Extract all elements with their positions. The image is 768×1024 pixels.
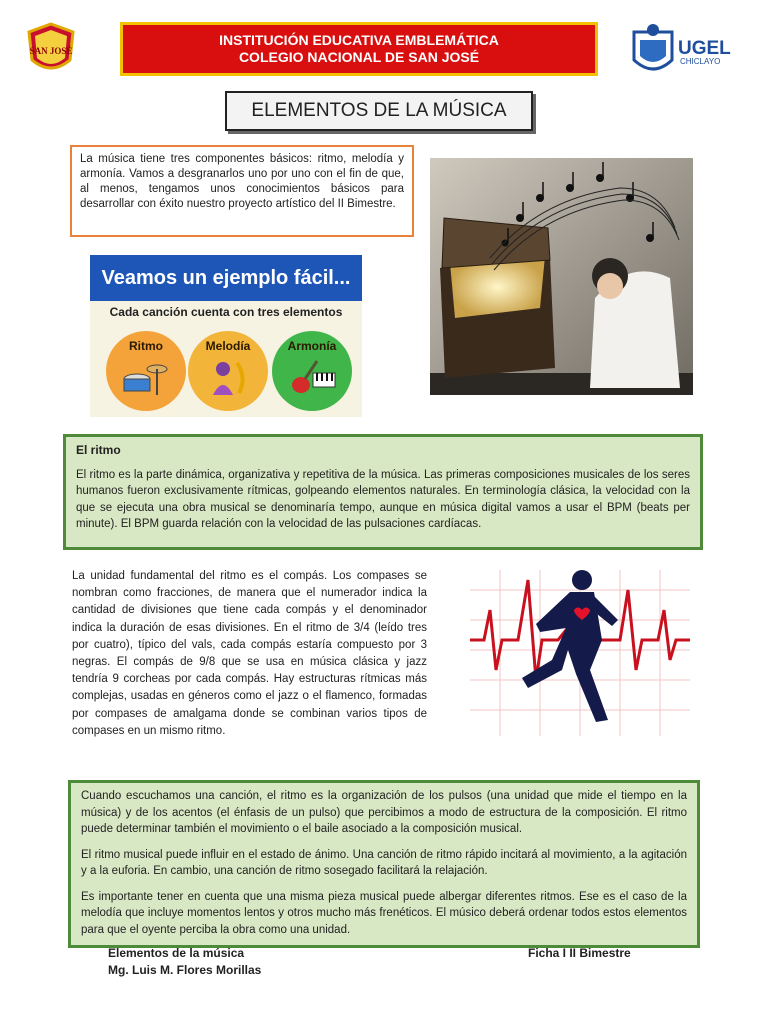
footer-author: Mg. Luis M. Flores Morillas: [108, 963, 262, 977]
guitar-keyboard-icon: [287, 357, 337, 397]
svg-text:CHICLAYO: CHICLAYO: [680, 57, 721, 66]
compas-paragraph: La unidad fundamental del ritmo es el compás. Los compases se nombran como fracciones, de manera que el numerador indica la cantidad de divisiones que tiene cada compás y el denominador indica la duración de esas divisiones. En el ritmo de 3/4 (leído tres por cuatro), típico del vals, cada compás estaría compuesto por 3 negras. El compás de 9/8 que se usa en música clásica y jazz tendría 9 corcheas por cada compás. Hay estructuras rítmicas más complejas, usadas en géneros como el jazz o el flamenco, formadas por compases de amalgama donde se combinan varios tipos de compases en un mismo ritmo.: [72, 570, 427, 737]
institution-line-2: COLEGIO NACIONAL DE SAN JOSÉ: [238, 49, 480, 65]
institution-header: [120, 22, 598, 76]
svg-text:UGEL: UGEL: [678, 38, 731, 59]
armonia-circle: [272, 331, 352, 411]
example-subheading: Cada canción cuenta con tres elementos: [109, 305, 343, 319]
ritmo-circle: [106, 331, 186, 411]
runner-heartbeat-image: [470, 570, 690, 736]
cuando-paragraph-3: Es importante tener en cuenta que una misma pieza musical puede albergar diferentes ritmos. Ese es el caso de la melodía que incluye momentos lentos y otros mucho más frenéticos. El músico deberá ordenar todos estos elementos para que el oyente perciba la obra como una unidad.: [81, 890, 687, 936]
example-graphic: [90, 255, 362, 417]
svg-text:SAN JOSÉ: SAN JOSÉ: [29, 46, 73, 56]
drum-icon: [121, 357, 171, 397]
cuando-paragraph-2: El ritmo musical puede influir en el estado de ánimo. Una canción de ritmo rápido incitará al movimiento, a la agitación y a la euforia. En cambio, una canción de ritmo sosegado facilitará la relajación.: [81, 848, 687, 877]
footer-document-title: Elementos de la música: [108, 946, 245, 960]
institution-line-1: INSTITUCIÓN EDUCATIVA EMBLEMÁTICA: [219, 32, 499, 48]
ritmo-heading: El ritmo: [76, 443, 121, 457]
intro-text: La música tiene tres componentes básicos: ritmo, melodía y armonía. Vamos a desgranarlos uno por uno con el fin de que, al menos, tengamos unos conocimientos básicos para desarrollar con éxito nuestro proyecto artístico del II Bimestre.: [70, 145, 414, 237]
ritmo-section: [63, 434, 703, 550]
cuando-paragraph-1: Cuando escuchamos una canción, el ritmo es la organización de los pulsos (una unidad que mide el tiempo en la música) y de los acentos (el énfasis de un pulso) que percibimos a modo de estructura de la composición. El ritmo puede determinar también el movimiento o el baile asociado a la composición musical.: [81, 790, 687, 835]
melodia-circle: [188, 331, 268, 411]
page-title: ELEMENTOS DE LA MÚSICA: [225, 91, 533, 131]
melodia-label: Melodía: [205, 339, 251, 353]
footer-worksheet: Ficha I II Bimestre: [528, 946, 631, 960]
school-crest-logo: [26, 22, 76, 78]
singer-icon: [203, 357, 253, 397]
example-heading: Veamos un ejemplo fácil...: [90, 255, 362, 301]
armonia-label: Armonía: [287, 339, 337, 353]
music-chest-photo: [430, 158, 693, 395]
ritmo-label: Ritmo: [129, 339, 163, 353]
ugel-logo: [628, 22, 738, 80]
cuando-section: [68, 780, 700, 948]
ritmo-body: El ritmo es la parte dinámica, organizativa y repetitiva de la música. Las primeras composiciones musicales de los seres humanos fueron exclusivamente rítmicas, golpeando elementos naturales. En terminología clásica, la velocidad con la que se ejecuta una obra musical se denominaría tempo, aunque en música digital vamos a usar el BPM (beats per minute). El BPM guarda relación con la velocidad de las pulsaciones cardíacas.: [76, 468, 690, 530]
